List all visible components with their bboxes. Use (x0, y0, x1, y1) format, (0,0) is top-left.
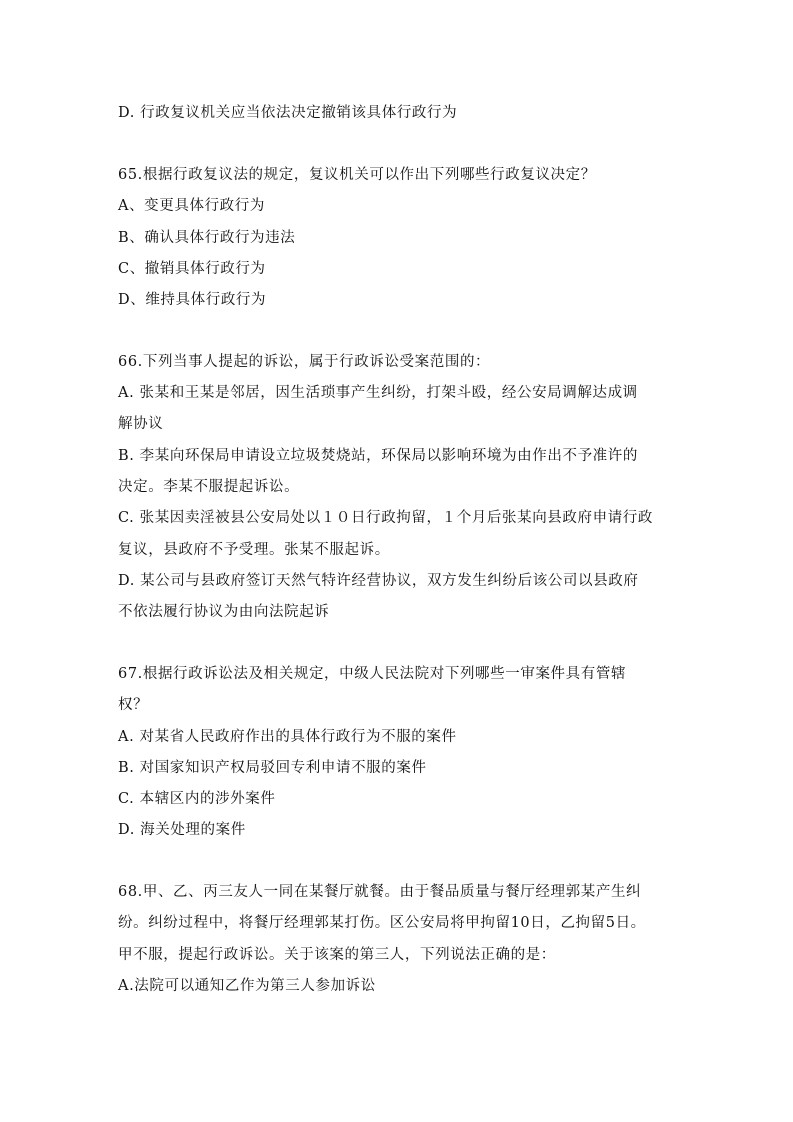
q66-option-c-line1: C. 张某因卖淫被县公安局处以１０日行政拘留，１个月后张某向县政府申请行政 (118, 510, 653, 526)
q66-option-a-line1: A. 张某和王某是邻居，因生活琐事产生纠纷，打架斗殴，经公安局调解达成调 (118, 385, 638, 401)
q68-option-a: A.法院可以通知乙作为第三人参加诉讼 (118, 978, 376, 994)
q66-option-d-line1: D. 某公司与县政府签订天然气特许经营协议，双方发生纠纷后该公司以县政府 (118, 573, 639, 589)
q66-option-a-line2: 解协议 (118, 416, 164, 432)
q65-option-c: C、撤销具体行政行为 (118, 261, 266, 277)
q65-option-a: A、变更具体行政行为 (118, 198, 265, 214)
q68-question-line3: 甲不服，提起行政诉讼。关于该案的第三人，下列说法正确的是： (118, 947, 556, 963)
q66-option-b-line1: B. 李某向环保局申请设立垃圾焚烧站，环保局以影响环境为由作出不予准许的 (118, 448, 638, 464)
q67-option-d: D. 海关处理的案件 (118, 822, 246, 838)
q64-option-d: D. 行政复议机关应当依法决定撤销该具体行政行为 (118, 105, 458, 121)
q65-question: 65.根据行政复议法的规定，复议机关可以作出下列哪些行政复议决定？ (118, 167, 596, 183)
q67-option-c: C. 本辖区内的涉外案件 (118, 791, 276, 807)
q66-option-b-line2: 决定。李某不服提起诉讼。 (118, 479, 300, 495)
q68-question-line1: 68.甲、乙、丙三友人一同在某餐厅就餐。由于餐品质量与餐厅经理郭某产生纠 (118, 884, 642, 900)
q66-question: 66.下列当事人提起的诉讼，属于行政诉讼受案范围的： (118, 354, 491, 370)
q68-question-line2: 纷。纠纷过程中，将餐厅经理郭某打伤。区公安局将甲拘留10日，乙拘留5日。 (118, 915, 646, 931)
q65-option-d: D、维持具体行政行为 (118, 292, 267, 308)
q66-option-c-line2: 复议，县政府不予受理。张某不服起诉。 (118, 542, 390, 558)
q67-option-a: A. 对某省人民政府作出的具体行政行为不服的案件 (118, 729, 457, 745)
q66-option-d-line2: 不依法履行协议为由向法院起诉 (118, 604, 330, 620)
q65-option-b: B、确认具体行政行为违法 (118, 230, 296, 246)
q67-question-line2: 权？ (118, 697, 149, 713)
q67-option-b: B. 对国家知识产权局驳回专利申请不服的案件 (118, 760, 427, 776)
q67-question-line1: 67.根据行政诉讼法及相关规定，中级人民法院对下列哪些一审案件具有管辖 (118, 666, 627, 682)
